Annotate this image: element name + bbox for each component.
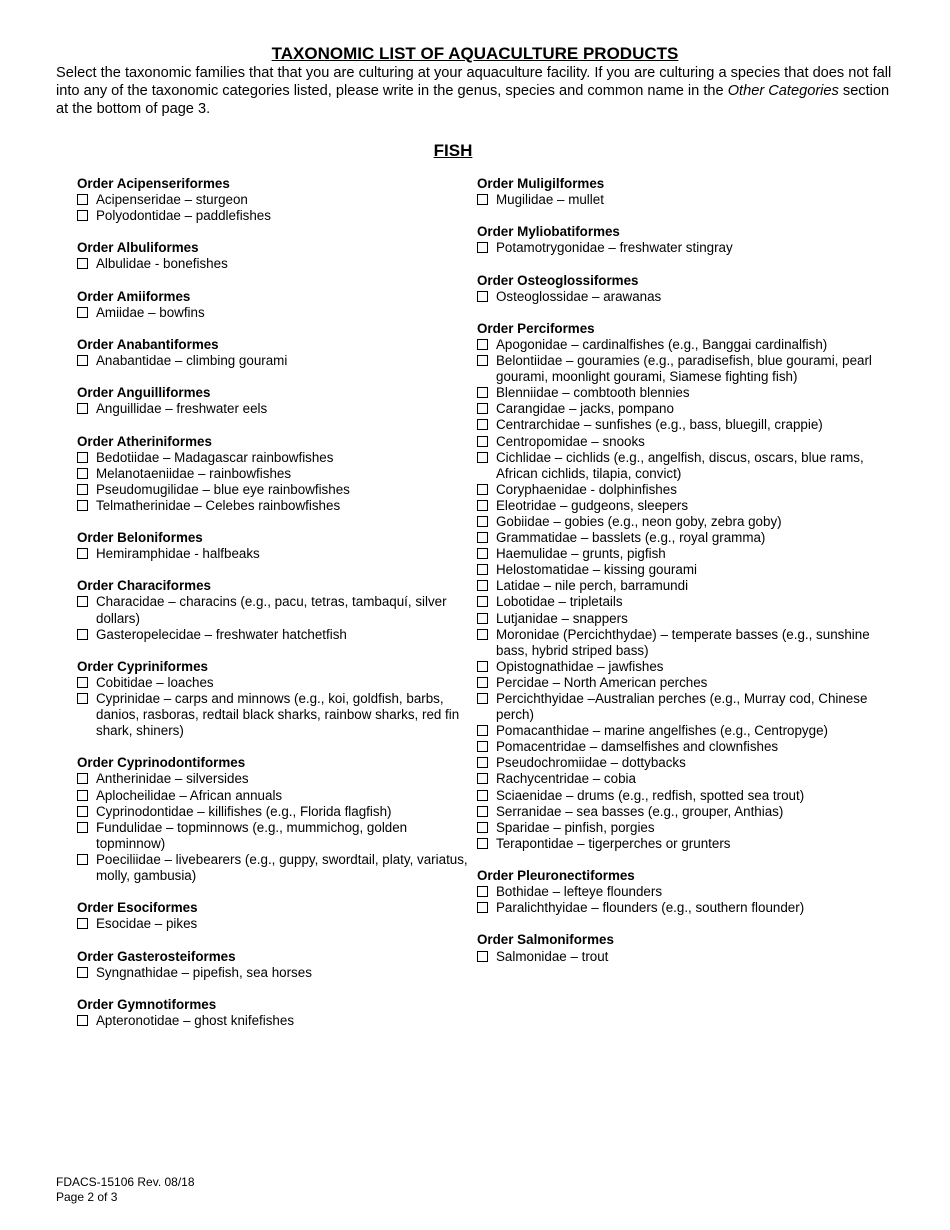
family-label: Latidae – nile perch, barramundi (496, 578, 689, 594)
family-label: Rachycentridae – cobia (496, 771, 636, 787)
family-label: Lobotidae – tripletails (496, 594, 623, 610)
left-column (77, 176, 469, 1045)
family-item-anguillidae (77, 401, 469, 417)
family-item-melanotaeniidae (77, 466, 469, 482)
checkbox-pseudomugilidae[interactable] (77, 484, 88, 495)
family-item-esocidae (77, 916, 469, 932)
family-item-sparidae (477, 820, 872, 836)
order-title: Order Albuliformes (77, 240, 199, 256)
checkbox-latidae[interactable] (477, 580, 488, 591)
checkbox-serranidae[interactable] (477, 806, 488, 817)
order-title: Order Gymnotiformes (77, 996, 217, 1012)
family-item-cichlidae (477, 450, 872, 482)
checkbox-anguillidae[interactable] (77, 403, 88, 414)
family-label: Percidae – North American perches (496, 674, 708, 690)
checkbox-bedotiidae[interactable] (77, 452, 88, 463)
checkbox-pomacanthidae[interactable] (477, 725, 488, 736)
checkbox-melanotaeniidae[interactable] (77, 468, 88, 479)
checkbox-anabantidae[interactable] (77, 355, 88, 366)
order-title: Order Cyprinodontiformes (77, 755, 246, 771)
checkbox-paralichthyidae[interactable] (477, 902, 488, 913)
family-item-characidae (77, 594, 469, 626)
checkbox-moronidae[interactable] (477, 629, 488, 640)
checkbox-eleotridae[interactable] (477, 500, 488, 511)
order-group-albuliformes (77, 240, 469, 272)
checkbox-osteoglossidae[interactable] (477, 291, 488, 302)
checkbox-hemiramphidae[interactable] (77, 548, 88, 559)
family-item-acipenseridae (77, 192, 469, 208)
family-item-lobotidae (477, 594, 872, 610)
checkbox-cyprinidae[interactable] (77, 693, 88, 704)
order-title: Order Osteoglossiformes (477, 272, 639, 288)
family-item-fundulidae (77, 820, 469, 852)
family-item-eleotridae (477, 498, 872, 514)
family-item-terapontidae (477, 836, 872, 852)
checkbox-pseudochromiidae[interactable] (477, 757, 488, 768)
family-item-pseudochromiidae (477, 755, 872, 771)
intro-paragraph (56, 64, 896, 119)
right-column (477, 176, 872, 981)
family-label: Mugilidae – mullet (496, 192, 604, 208)
order-group-pleuronectiformes (477, 868, 872, 916)
order-title: Order Anabantiformes (77, 336, 219, 352)
checkbox-haemulidae[interactable] (477, 548, 488, 559)
order-group-gasterosteiformes (77, 949, 469, 981)
family-label: Gasteropelecidae – freshwater hatchetfish (96, 626, 347, 642)
checkbox-cichlidae[interactable] (477, 452, 488, 463)
family-label: Haemulidae – grunts, pigfish (496, 546, 666, 562)
checkbox-fundulidae[interactable] (77, 822, 88, 833)
order-title: Order Muligilformes (477, 176, 605, 191)
family-label: Fundulidae – topminnows (e.g., mummichog, golden topminnow) (96, 819, 408, 851)
family-item-cyprinidae (77, 691, 469, 739)
family-label: Paralichthyidae – flounders (e.g., southern flounder) (496, 900, 805, 916)
family-label: Terapontidae – tigerperches or grunters (496, 835, 731, 851)
family-item-bothidae (477, 884, 872, 900)
family-item-percichthyidae (477, 691, 872, 723)
family-label: Pseudomugilidae – blue eye rainbowfishes (96, 481, 350, 497)
family-item-paralichthyidae (477, 900, 872, 916)
checkbox-acipenseridae[interactable] (77, 194, 88, 205)
family-label: Cyprinidae – carps and minnows (e.g., koi, goldfish, barbs, danios, rasboras, redtail black sharks, rainbow sharks, red fin shark, shiners) (96, 691, 460, 739)
checkbox-salmonidae[interactable] (477, 951, 488, 962)
checkbox-cobitidae[interactable] (77, 677, 88, 688)
checkbox-centropomidae[interactable] (477, 436, 488, 447)
family-label: Aplocheilidae – African annuals (96, 787, 283, 803)
checkbox-percichthyidae[interactable] (477, 693, 488, 704)
family-label: Acipenseridae – sturgeon (96, 192, 248, 208)
family-item-belontiidae (477, 353, 872, 385)
family-label: Apteronotidae – ghost knifefishes (96, 1012, 295, 1028)
family-label: Eleotridae – gudgeons, sleepers (496, 497, 689, 513)
order-title: Order Perciformes (477, 320, 595, 336)
checkbox-sparidae[interactable] (477, 822, 488, 833)
family-item-cobitidae (77, 675, 469, 691)
checkbox-albulidae[interactable] (77, 258, 88, 269)
checkbox-helostomatidae[interactable] (477, 564, 488, 575)
family-label: Bothidae – lefteye flounders (496, 884, 663, 900)
family-label: Centropomidae – snooks (496, 433, 645, 449)
family-label: Cichlidae – cichlids (e.g., angelfish, discus, oscars, blue rams, African cichlids, tilapia, convict) (496, 449, 864, 481)
order-group-anabantiformes (77, 337, 469, 369)
family-item-pseudomugilidae (77, 482, 469, 498)
family-item-salmonidae (477, 949, 872, 965)
order-group-osteoglossiformes (477, 273, 872, 305)
family-item-hemiramphidae (77, 546, 469, 562)
checkbox-apteronotidae[interactable] (77, 1015, 88, 1026)
order-group-amiiformes (77, 289, 469, 321)
checkbox-centrarchidae[interactable] (477, 419, 488, 430)
section-heading-fish: FISH (433, 141, 473, 160)
family-label: Amiidae – bowfins (96, 304, 205, 320)
family-item-telmatherinidae (77, 498, 469, 514)
family-label: Helostomatidae – kissing gourami (496, 562, 697, 578)
family-item-bedotiidae (77, 450, 469, 466)
order-title: Order Beloniformes (77, 530, 203, 546)
order-group-cyprinodontiformes (77, 755, 469, 884)
family-label: Characidae – characins (e.g., pacu, tetras, tambaquí, silver dollars) (96, 594, 447, 626)
checkbox-lutjanidae[interactable] (477, 613, 488, 624)
footer (56, 1175, 195, 1205)
order-group-myliobatiformes (477, 224, 872, 256)
family-label: Carangidae – jacks, pompano (496, 401, 674, 417)
family-label: Polyodontidae – paddlefishes (96, 208, 271, 224)
checkbox-syngnathidae[interactable] (77, 967, 88, 978)
family-label: Antherinidae – silversides (96, 771, 249, 787)
order-group-beloniformes (77, 530, 469, 562)
checkbox-apogonidae[interactable] (477, 339, 488, 350)
family-label: Centrarchidae – sunfishes (e.g., bass, bluegill, crappie) (496, 417, 823, 433)
family-item-anabantidae (77, 353, 469, 369)
family-label: Opistognathidae – jawfishes (496, 658, 664, 674)
family-item-coryphaenidae (477, 482, 872, 498)
family-label: Belontiidae – gouramies (e.g., paradisefish, blue gourami, pearl gourami, moonlight gourami, Siamese fighting fish) (496, 353, 872, 385)
family-item-osteoglossidae (477, 289, 872, 305)
family-item-latidae (477, 578, 872, 594)
family-label: Cobitidae – loaches (96, 674, 214, 690)
family-item-helostomatidae (477, 562, 872, 578)
family-label: Pomacentridae – damselfishes and clownfishes (496, 739, 779, 755)
intro-text-1: Select the taxonomic families that that you are culturing at your aquaculture facility. If you are culturing a species that does not fall into any of the taxonomic categories listed, please write in the genus, species and common name in the (56, 65, 892, 100)
order-title: Order Anguilliformes (77, 385, 211, 401)
family-label: Grammatidae – basslets (e.g., royal gramma) (496, 530, 766, 546)
family-item-gobiidae (477, 514, 872, 530)
family-item-cyprinodontidae (77, 804, 469, 820)
family-item-mugilidae (477, 192, 872, 208)
family-item-antherinidae (77, 771, 469, 787)
order-group-perciformes (477, 321, 872, 852)
checkbox-cyprinodontidae[interactable] (77, 806, 88, 817)
family-item-sciaenidae (477, 788, 872, 804)
checkbox-potamotrygonidae[interactable] (477, 242, 488, 253)
order-group-cypriniformes (77, 659, 469, 739)
checkbox-polyodontidae[interactable] (77, 210, 88, 221)
family-label: Serranidae – sea basses (e.g., grouper, Anthias) (496, 803, 784, 819)
order-group-acipenseriformes (77, 176, 469, 224)
family-item-gasteropelecidae (77, 627, 469, 643)
family-item-blenniidae (477, 385, 872, 401)
family-label: Pomacanthidae – marine angelfishes (e.g., Centropyge) (496, 723, 828, 739)
family-item-centrarchidae (477, 417, 872, 433)
family-label: Osteoglossidae – arawanas (496, 288, 662, 304)
order-group-anguilliformes (77, 385, 469, 417)
checkbox-aplocheilidae[interactable] (77, 790, 88, 801)
checkbox-opistognathidae[interactable] (477, 661, 488, 672)
family-item-apteronotidae (77, 1013, 469, 1029)
checkbox-terapontidae[interactable] (477, 838, 488, 849)
checkbox-gasteropelecidae[interactable] (77, 629, 88, 640)
family-label: Sciaenidae – drums (e.g., redfish, spotted sea trout) (496, 787, 805, 803)
page-number: Page 2 of 3 (56, 1190, 118, 1204)
family-item-polyodontidae (77, 208, 469, 224)
order-group-gymnotiformes (77, 997, 469, 1029)
checkbox-percidae[interactable] (477, 677, 488, 688)
family-item-centropomidae (477, 434, 872, 450)
family-label: Gobiidae – gobies (e.g., neon goby, zebra goby) (496, 513, 782, 529)
checkbox-pomacentridae[interactable] (477, 741, 488, 752)
family-label: Blenniidae – combtooth blennies (496, 385, 690, 401)
checkbox-characidae[interactable] (77, 596, 88, 607)
checkbox-lobotidae[interactable] (477, 596, 488, 607)
checkbox-belontiidae[interactable] (477, 355, 488, 366)
family-item-albulidae (77, 256, 469, 272)
family-item-amiidae (77, 305, 469, 321)
order-title: Order Salmoniformes (477, 932, 614, 948)
family-label: Esocidae – pikes (96, 916, 198, 932)
checkbox-antherinidae[interactable] (77, 773, 88, 784)
family-label: Coryphaenidae - dolphinfishes (496, 481, 677, 497)
family-label: Syngnathidae – pipefish, sea horses (96, 964, 312, 980)
checkbox-telmatherinidae[interactable] (77, 500, 88, 511)
family-item-apogonidae (477, 337, 872, 353)
checkbox-gobiidae[interactable] (477, 516, 488, 527)
family-label: Anabantidae – climbing gourami (96, 353, 288, 369)
family-item-poeciliidae (77, 852, 469, 884)
family-label: Telmatherinidae – Celebes rainbowfishes (96, 497, 341, 513)
family-label: Cyprinodontidae – killifishes (e.g., Florida flagfish) (96, 803, 392, 819)
order-group-salmoniformes (477, 932, 872, 964)
family-label: Hemiramphidae - halfbeaks (96, 546, 260, 562)
family-item-pomacanthidae (477, 723, 872, 739)
order-title: Order Cypriniformes (77, 658, 208, 674)
intro-text-emphasis: Other Categories (727, 83, 839, 100)
family-item-carangidae (477, 401, 872, 417)
order-title: Order Gasterosteiformes (77, 948, 236, 964)
family-item-opistognathidae (477, 659, 872, 675)
checkbox-poeciliidae[interactable] (77, 854, 88, 865)
family-label: Bedotiidae – Madagascar rainbowfishes (96, 449, 334, 465)
checkbox-mugilidae[interactable] (477, 194, 488, 205)
order-title: Order Characiformes (77, 578, 211, 594)
family-item-potamotrygonidae (477, 240, 872, 256)
family-label: Sparidae – pinfish, porgies (496, 819, 655, 835)
page-title: TAXONOMIC LIST OF AQUACULTURE PRODUCTS (271, 44, 679, 63)
family-item-rachycentridae (477, 771, 872, 787)
checkbox-rachycentridae[interactable] (477, 773, 488, 784)
family-label: Anguillidae – freshwater eels (96, 401, 268, 417)
order-title: Order Acipenseriformes (77, 176, 230, 191)
family-item-lutjanidae (477, 611, 872, 627)
family-label: Apogonidae – cardinalfishes (e.g., Banggai cardinalfish) (496, 336, 828, 352)
checkbox-blenniidae[interactable] (477, 387, 488, 398)
order-title: Order Esociformes (77, 900, 198, 916)
family-item-moronidae (477, 627, 872, 659)
family-item-syngnathidae (77, 965, 469, 981)
family-label: Lutjanidae – snappers (496, 610, 628, 626)
checkbox-grammatidae[interactable] (477, 532, 488, 543)
order-title: Order Amiiformes (77, 288, 191, 304)
family-label: Moronidae (Percichthydae) – temperate basses (e.g., sunshine bass, hybrid striped bass) (496, 626, 870, 658)
order-title: Order Atheriniformes (77, 433, 212, 449)
order-group-esociformes (77, 900, 469, 932)
checkbox-esocidae[interactable] (77, 918, 88, 929)
family-label: Pseudochromiidae – dottybacks (496, 755, 686, 771)
family-label: Salmonidae – trout (496, 948, 609, 964)
family-item-haemulidae (477, 546, 872, 562)
family-item-percidae (477, 675, 872, 691)
order-title: Order Pleuronectiformes (477, 868, 635, 884)
family-label: Poeciliidae – livebearers (e.g., guppy, swordtail, platy, variatus, molly, gambusia) (96, 851, 468, 884)
family-label: Percichthyidae –Australian perches (e.g., Murray cod, Chinese perch) (496, 691, 868, 723)
family-label: Potamotrygonidae – freshwater stingray (496, 240, 733, 256)
checkbox-amiidae[interactable] (77, 307, 88, 318)
family-item-grammatidae (477, 530, 872, 546)
family-label: Melanotaeniidae – rainbowfishes (96, 465, 292, 481)
family-item-pomacentridae (477, 739, 872, 755)
family-item-serranidae (477, 804, 872, 820)
order-group-characiformes (77, 578, 469, 642)
checkbox-sciaenidae[interactable] (477, 790, 488, 801)
checkbox-coryphaenidae[interactable] (477, 484, 488, 495)
checkbox-carangidae[interactable] (477, 403, 488, 414)
intro-text-2: section at the bottom of page 3. (56, 83, 890, 118)
family-item-aplocheilidae (77, 788, 469, 804)
order-group-muligilformes (477, 176, 872, 208)
order-group-atheriniformes (77, 434, 469, 514)
family-label: Albulidae - bonefishes (96, 256, 228, 272)
form-id: FDACS-15106 Rev. 08/18 (56, 1175, 195, 1189)
checkbox-bothidae[interactable] (477, 886, 488, 897)
order-title: Order Myliobatiformes (477, 224, 620, 240)
